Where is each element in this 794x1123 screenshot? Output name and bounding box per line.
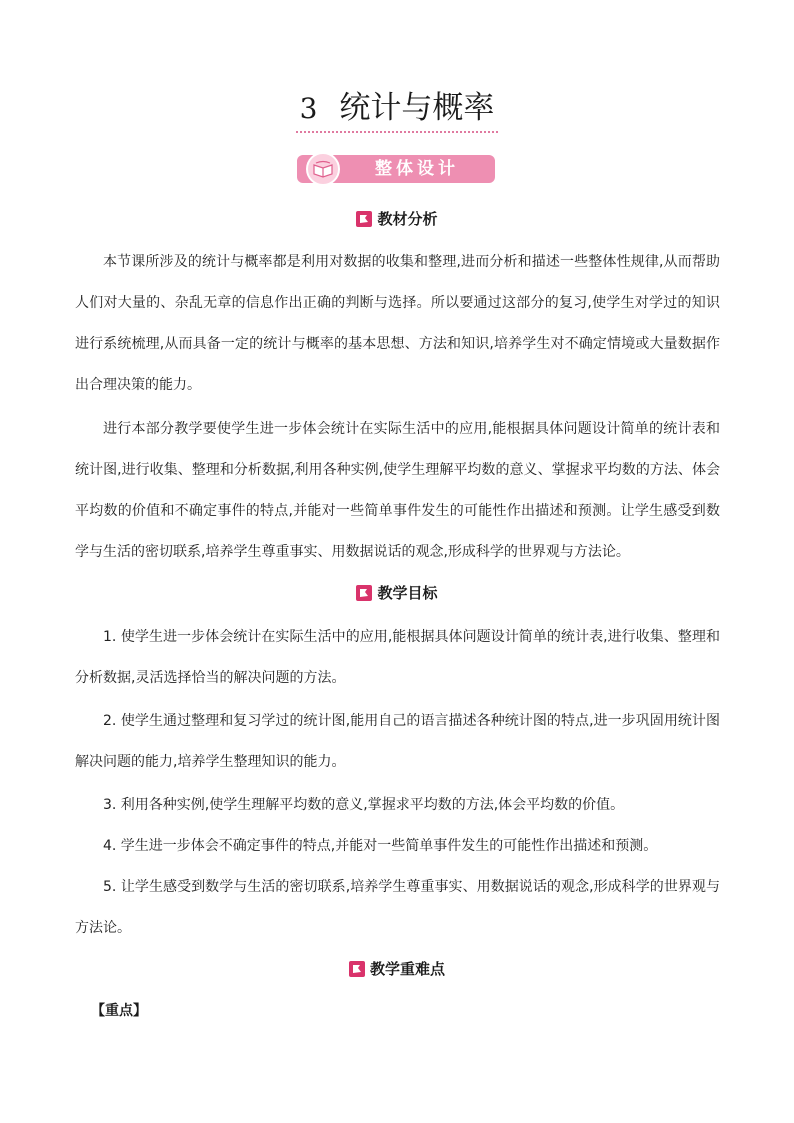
page-title-wrap: [0, 88, 794, 133]
flag-icon: [356, 211, 372, 227]
objective-item-3: 3. 利用各种实例,使学生理解平均数的意义,掌握求平均数的方法,体会平均数的价值。: [103, 797, 625, 813]
page-title: [296, 88, 499, 133]
chapter-title: 统计与概率: [339, 90, 495, 126]
section-keypoints-label: 教学重难点: [369, 960, 445, 978]
key-point-label: 【重点】: [91, 1003, 147, 1019]
section-analysis-heading: [0, 208, 794, 232]
objective-item-2: 2. 使学生通过整理和复习学过的统计图,能用自己的语言描述各种统计图的特点,进一步巩固用统计图解决问题的能力,培养学生整理知识的能力。: [75, 713, 720, 770]
analysis-paragraph-2: 进行本部分教学要使学生进一步体会统计在实际生活中的应用,能根据具体问题设计简单的统计表和统计图,进行收集、整理和分析数据,利用各种实例,使学生理解平均数的意义、掌握求平均数的方法、体会平均数的价值和不确定事件的特点,并能对一些简单事件发生的可能性作出描述和预测。让学生感受到数学与生活的密切联系,培养学生尊重事实、用数据说话的观念,形成科学的世界观与方法论。: [75, 421, 720, 560]
banner-label: 整体设计: [375, 159, 459, 179]
objective-item-5: 5. 让学生感受到数学与生活的密切联系,培养学生尊重事实、用数据说话的观念,形成科学的世界观与方法论。: [75, 879, 720, 936]
section-keypoints-heading: [0, 958, 794, 982]
chapter-number: 3: [299, 92, 318, 125]
flag-icon: [349, 961, 365, 977]
book-icon: [306, 152, 340, 186]
objective-item-4: 4. 学生进一步体会不确定事件的特点,并能对一些简单事件发生的可能性作出描述和预测。: [103, 838, 658, 854]
section-objectives-heading: [0, 582, 794, 606]
section-analysis-label: 教材分析: [377, 210, 438, 228]
flag-icon: [356, 585, 372, 601]
objective-item-1: 1. 使学生进一步体会统计在实际生活中的应用,能根据具体问题设计简单的统计表,进行收集、整理和分析数据,灵活选择恰当的解决问题的方法。: [75, 629, 720, 686]
section-objectives-label: 教学目标: [377, 584, 438, 602]
analysis-paragraph-1: 本节课所涉及的统计与概率都是利用对数据的收集和整理,进而分析和描述一些整体性规律,从而帮助人们对大量的、杂乱无章的信息作出正确的判断与选择。所以要通过这部分的复习,使学生对学过的知识进行系统梳理,从而具备一定的统计与概率的基本思想、方法和知识,培养学生对不确定情境或大量数据作出合理决策的能力。: [75, 254, 720, 393]
design-banner: [297, 155, 495, 183]
